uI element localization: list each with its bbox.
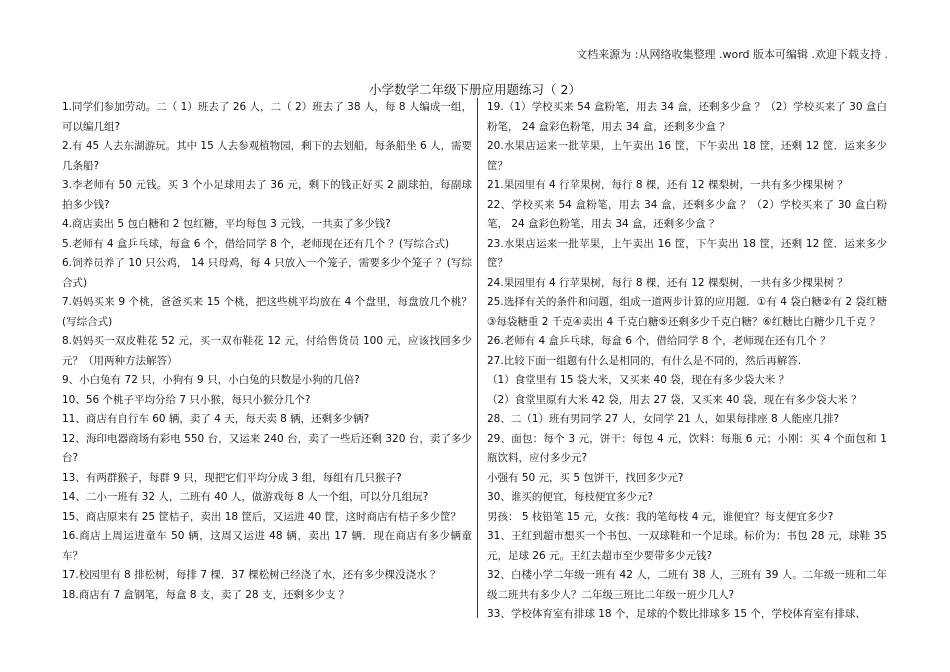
- page-title: 小学数学二年级下册应用题练习（ 2）: [369, 82, 581, 97]
- question-15: 15、商店原来有 25 筐桔子，卖出 18 筐后，又运进 40 筐，这时商店有桔子多少筐？: [62, 510, 461, 523]
- question-2: 2.有 45 人去东湖游玩。其中 15 人去参观植物园，剩下的去划船，每条船坐 6 人，需要几条船?: [62, 140, 472, 172]
- column-divider: [477, 98, 478, 618]
- question-17: 17.校园里有 8 排松树，每排 7 棵．37 棵松树已经浇了水，还有多少棵没浇水 ？: [62, 569, 441, 581]
- question-5: 5.老师有 4 盒乒乓球，每盒 6 个，借给同学 8 个，老师现在还有几个 ？(写综合式): [62, 237, 450, 250]
- question-27: 27.比较下面一组题有什么是相同的，有什么是不同的，然后再解答.: [487, 354, 802, 367]
- question-30-detail: 男孩： 5 枝铅笔 15 元，女孩：我的笔每枝 4 元，谁便宜？每支便宜多少?: [487, 510, 834, 523]
- question-25: 25.选择有关的条件和问题，组成一道两步计算的应用题．①有 4 袋白糖②有 2 袋红糖③每袋糖重 2 千克④卖出 4 千克白糖⑤还剩多少千克白糖？⑥红糖比白糖少几千克 ？: [487, 296, 887, 328]
- question-19: 19.（1）学校买来 54 盒粉笔，用去 34 盒，还剩多少盒 ？（2）学校买来了 30 盒白粉笔， 24 盒彩色粉笔，用去 34 盒，还剩多少盒 ？: [487, 101, 887, 133]
- question-9: 9、小白兔有 72 只，小狗有 9 只，小白兔的只数是小狗的几倍?: [62, 374, 360, 386]
- question-1: 1.同学们参加劳动。二（ 1）班去了 26 人，二（ 2）班去了 38 人，每 8 人编成一组，可以编几组?: [62, 101, 472, 133]
- question-31: 31、王红到超市想买一个书包、一双球鞋和一个足球。标价为：书包 28 元，球鞋 35 元，足球 26 元。王红去超市至少要带多少元钱?: [487, 530, 887, 562]
- question-27-part-1: （1）食堂里有 15 袋大米，又买来 40 袋，现在有多少袋大米 ？: [487, 374, 790, 386]
- question-16: 16.商店上周运进童车 50 辆，这周又运进 48 辆，卖出 17 辆．现在商店有多少辆童车？: [62, 530, 472, 562]
- question-29-followup: 小强有 50 元，买 5 包饼干，找回多少元?: [487, 471, 684, 484]
- question-18: 18.商店有 7 盒钢笔，每盒 8 支，卖了 28 支，还剩多少支 ？: [62, 588, 350, 601]
- question-29: 29、面包：每个 3 元，饼干：每包 4 元，饮料：每瓶 6 元；小刚：买 4 个面包和 1 瓶饮料，应付多少元?: [487, 432, 887, 464]
- question-21: 21.果园里有 4 行苹果树，每行 8 棵，还有 12 棵梨树，一共有多少棵果树 ？: [487, 179, 848, 191]
- question-20: 20.水果店运来一批苹果，上午卖出 16 筐，下午卖出 18 筐，还剩 12 筐．运来多少筐？: [487, 140, 887, 172]
- question-27-part-2: （2）食堂里原有大米 42 袋，用去 27 袋，又买来 40 袋，现在有多少袋大米 ？: [487, 393, 862, 406]
- source-header: 文档来源为 :从网络收集整理 .word 版本可编辑 .欢迎下载支持 .: [576, 48, 888, 61]
- question-3: 3.李老师有 50 元钱。买 3 个小足球用去了 36 元，剩下的钱正好买 2 副球拍，每副球拍多少钱?: [62, 179, 472, 211]
- question-13: 13、有两群猴子，每群 9 只，现把它们平均分成 3 组，每组有几只猴子?: [62, 471, 402, 484]
- question-7: 7.妈妈买来 9 个桃，爸爸买来 15 个桃，把这些桃平均放在 4 个盘里，每盘放几个桃？(写综合式): [62, 296, 472, 328]
- right-column: [487, 98, 887, 625]
- question-8: 8.妈妈买一双皮鞋花 52 元，买一双布鞋花 12 元，付给售货员 100 元，应该找回多少元？（用两种方法解答）: [62, 335, 472, 367]
- left-column: [62, 98, 472, 605]
- question-22: 22、学校买来 54 盒粉笔，用去 34 盒，还剩多少盒 ？（2）学校买来了 30 盒白粉笔， 24 盒彩色粉笔，用去 34 盒，还剩多少盒 ？: [487, 198, 887, 230]
- question-14: 14、二小一班有 32 人，二班有 40 人，做游戏每 8 人一个组，可以分几组玩?: [62, 491, 429, 503]
- question-33: 33、学校体育室有排球 18 个，足球的个数比排球多 15 个，学校体育室有排球、: [487, 608, 866, 620]
- question-26: 26.老师有 4 盒乒乓球，每盒 6 个，借给同学 8 个，老师现在还有几个 ？: [487, 335, 831, 347]
- question-12: 12、海印电器商场有彩电 550 台，又运来 240 台，卖了一些后还剩 320 台，卖了多少台?: [62, 432, 472, 464]
- question-10: 10、56 个桃子平均分给 7 只小猴，每只小猴分几个?: [62, 393, 311, 406]
- question-28: 28、二（1）班有男同学 27 人，女同学 21 人，如果每排座 8 人能座几排?: [487, 413, 840, 425]
- question-11: 11、商店有自行车 60 辆，卖了 4 天，每天卖 8 辆，还剩多少辆?: [62, 413, 370, 425]
- question-30: 30、谁买的便宜，每枝便宜多少元?: [487, 491, 653, 503]
- question-6: 6.饲养员养了 10 只公鸡， 14 只母鸡，每 4 只放入一个笼子，需要多少个笼子 ？(写综合式): [62, 257, 472, 289]
- question-4: 4.商店卖出 5 包白糖和 2 包红糖，平均每包 3 元钱，一共卖了多少钱?: [62, 218, 391, 230]
- question-24: 24.果园里有 4 行苹果树，每行 8 棵，还有 12 棵梨树，一共有多少棵果树 ？: [487, 276, 848, 289]
- question-32: 32、白楼小学二年级一班有 42 人，二班有 38 人，三班有 39 人。二年级一班和二年级二班共有多少人？二年级三班比二年级一班少几人?: [487, 569, 887, 601]
- question-23: 23.水果店运来一批苹果，上午卖出 16 筐，下午卖出 18 筐，还剩 12 筐．运来多少筐？: [487, 237, 887, 269]
